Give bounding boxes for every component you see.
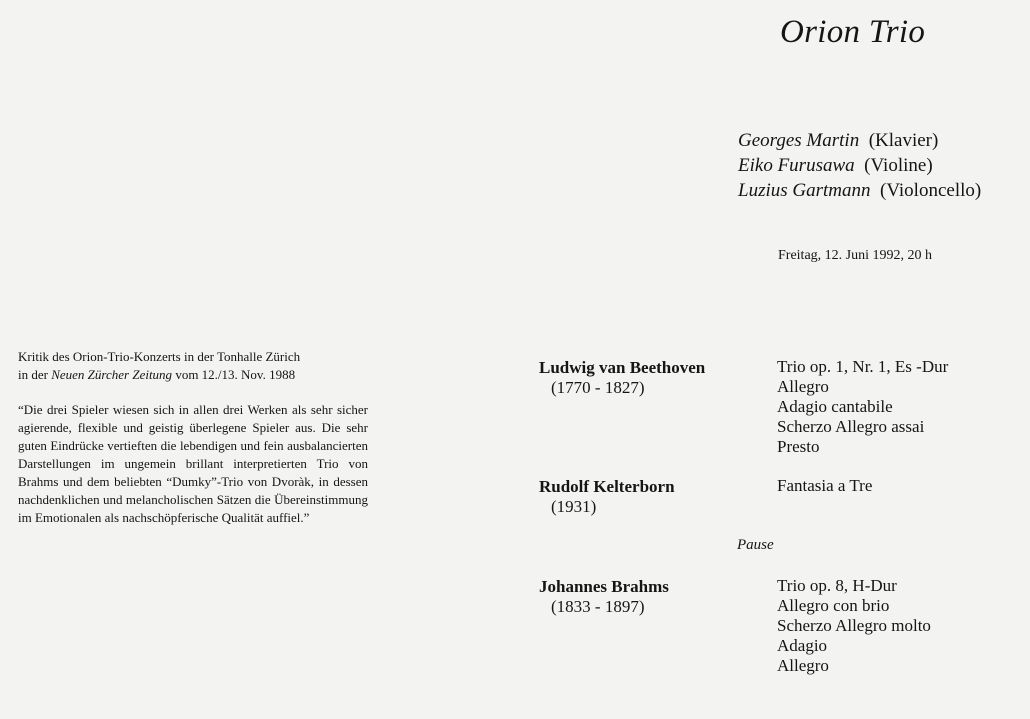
review-heading [18, 348, 368, 384]
performer-name: Georges Martin [738, 130, 860, 151]
composer-kelterborn [539, 477, 675, 517]
composer-brahms [539, 577, 669, 617]
composer-name: Ludwig van Beethoven [539, 358, 706, 377]
movement: Presto [777, 437, 820, 456]
performer-1 [738, 128, 938, 154]
work-kelterborn [777, 476, 872, 496]
performer-instrument: (Klavier) [868, 130, 939, 151]
performer-name: Luzius Gartmann [738, 180, 871, 201]
review-heading-date: vom 12./13. Nov. 1988 [172, 367, 296, 382]
concert-date: Freitag, 12. Juni 1992, 20 h [778, 248, 932, 263]
concert-title: Orion Trio [780, 14, 926, 50]
review-heading-text: in der [18, 367, 52, 382]
performer-instrument: (Violoncello) [880, 180, 982, 201]
performer-instrument: (Violine) [864, 155, 933, 176]
review-heading-line1: Kritik des Orion-Trio-Konzerts in der Tonhalle Zürich [18, 349, 301, 364]
composer-beethoven [539, 358, 705, 398]
review-quote: “Die drei Spieler wiesen sich in allen drei Werken als sehr sicher agierende, flexible und geistig überlegene Spieler aus. Die sehr guten Eindrücke vertieften die lebendigen und fein ausbalancierten Darstellungen im ungemein brillant interpretierten Trio von Brahms und dem beliebten “Dumky”-Trio von Dvoràk, in dessen nachdenklichen und melancholischen Sätzen die Übereinstimmung im Emotionalen als nachschöpferische Qualität auffiel.” [18, 402, 368, 525]
movement: Allegro con brio [777, 596, 890, 615]
work-beethoven [777, 357, 948, 457]
composer-name: Rudolf Kelterborn [539, 477, 675, 496]
composer-years: (1931) [551, 497, 597, 516]
movement: Allegro [777, 656, 829, 675]
composer-years: (1833 - 1897) [551, 597, 645, 616]
intermission-label: Pause [737, 537, 774, 553]
work-title: Trio op. 1, Nr. 1, Es -Dur [777, 357, 949, 376]
movement: Allegro [777, 377, 829, 396]
performer-2 [738, 153, 933, 179]
work-title: Fantasia a Tre [777, 476, 873, 495]
composer-years: (1770 - 1827) [551, 378, 645, 397]
work-title: Trio op. 8, H-Dur [777, 576, 897, 595]
performer-name: Eiko Furusawa [738, 155, 855, 176]
composer-name: Johannes Brahms [539, 577, 669, 596]
newspaper-name: Neuen Zürcher Zeitung [51, 367, 173, 382]
movement: Scherzo Allegro assai [777, 417, 925, 436]
review-heading-line2 [18, 366, 368, 384]
work-brahms [777, 576, 931, 676]
movement: Scherzo Allegro molto [777, 616, 931, 635]
movement: Adagio [777, 636, 828, 655]
movement: Adagio cantabile [777, 397, 893, 416]
performer-3 [738, 178, 981, 204]
